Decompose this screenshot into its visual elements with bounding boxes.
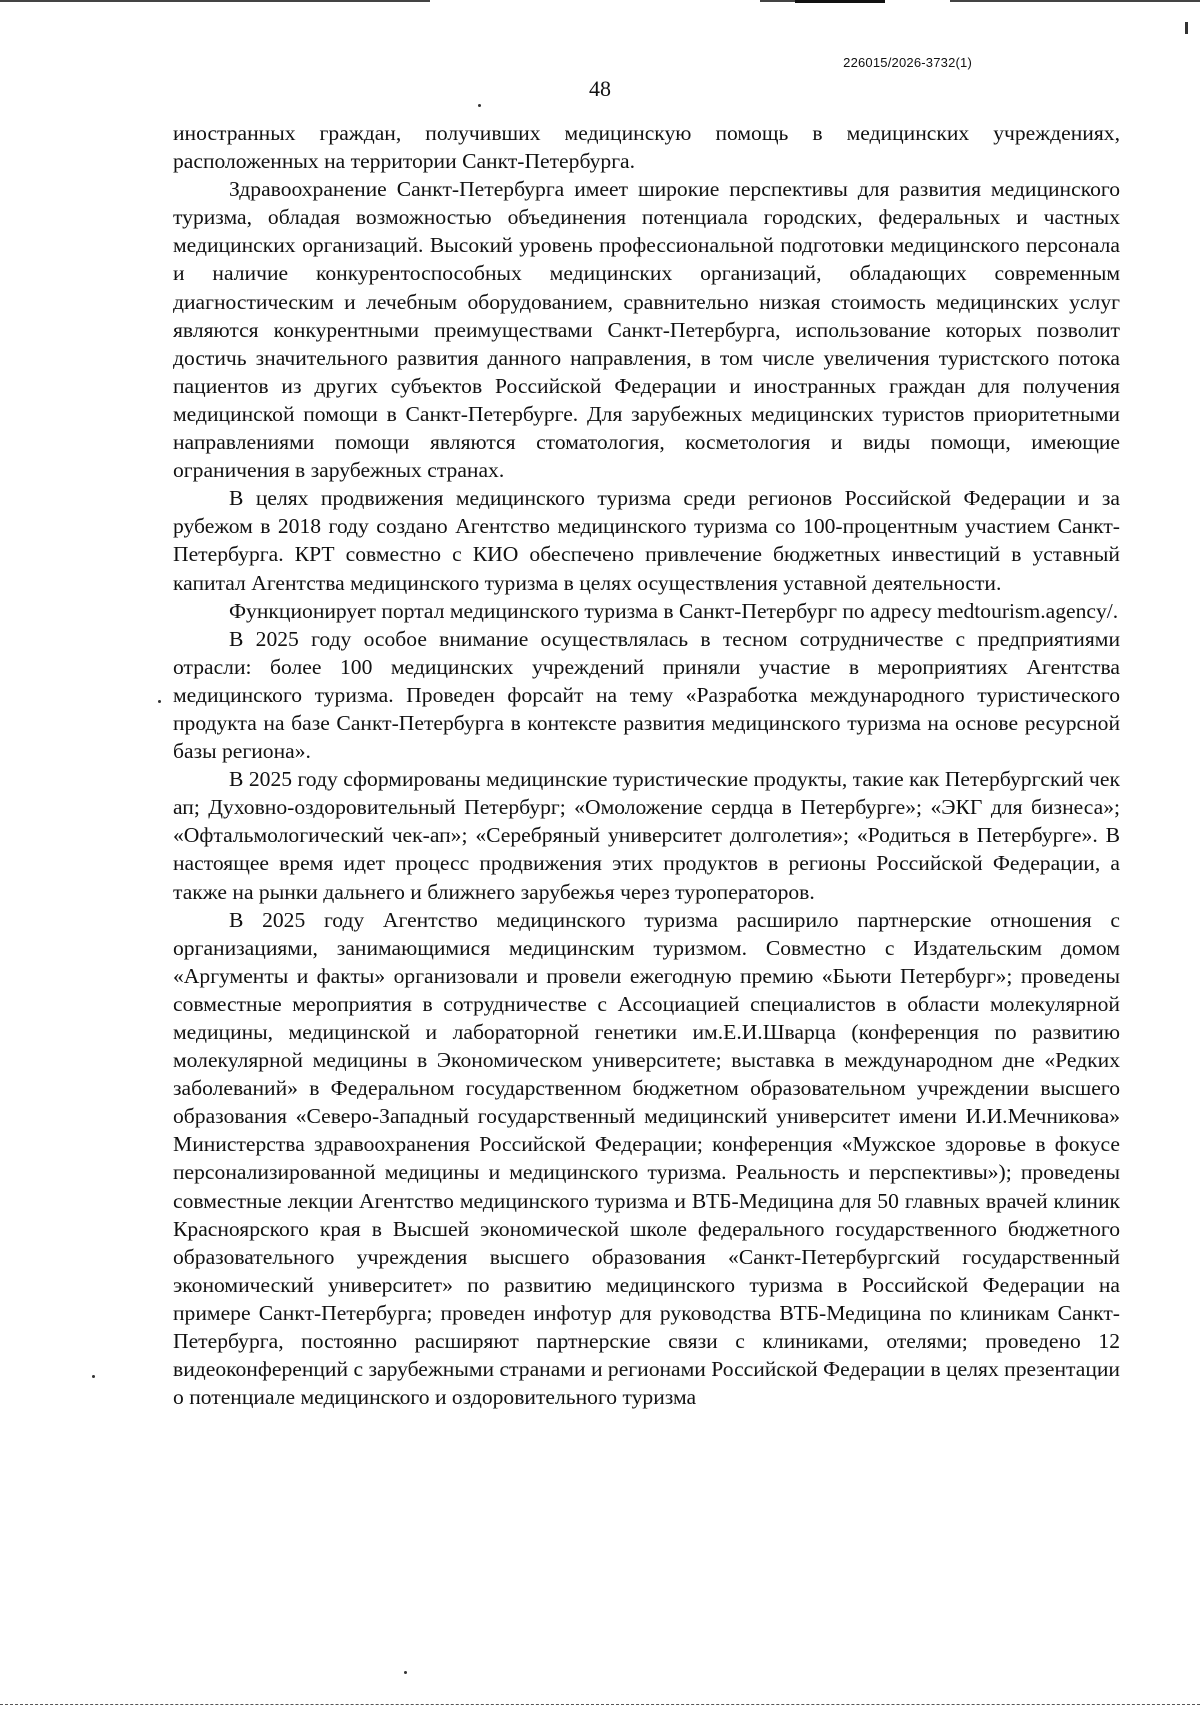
- paragraph-portal: Функционирует портал медицинского туризма в Санкт-Петербург по адресу medtourism.agency/.: [229, 598, 1119, 623]
- paragraph-healthcare-perspectives: Здравоохранение Санкт-Петербурга имеет широкие перспективы для развития медицинского туризма, обладая возможностью объединения потенциала городских, федеральных и частных медицинских организаций. Высокий уровень профессиональной подготовки медицинского персонала и наличие конкурентоспособных медицинских организаций, обладающих современным диагностическим и лечебным оборудованием, сравнительно низкая стоимость медицинских услуг являются конкурентными преимуществами Санкт-Петербурга, использование которых позволит достичь значительного развития данного направления, в том числе увеличения туристского потока пациентов из других субъектов Российской Федерации и иностранных граждан для получения медицинской помощи в Санкт-Петербурге. Для зарубежных медицинских туристов приоритетными направлениями помощи являются стоматология, косметология и виды помощи, имеющие ограничения в зарубежных странах.: [173, 177, 1120, 483]
- scan-speck: [404, 1671, 407, 1674]
- page-number: 48: [589, 76, 611, 101]
- paragraph-agency-creation: В целях продвижения медицинского туризма среди регионов Российской Федерации и за рубежом в 2018 году создано Агентство медицинского туризма со 100-процентным участием Санкт-Петербурга. КРТ совместно с КИО обеспечено привлечение бюджетных инвестиций в уставный капитал Агентства медицинского туризма в целях осуществления уставной деятельности.: [173, 486, 1120, 595]
- paragraph-2025-partnerships: В 2025 году Агентство медицинского туризма расширило партнерские отношения с организациями, занимающимися медицинским туризмом. Совместно с Издательским домом «Аргументы и факты» организовали и провели ежегодную премию «Бьюти Петербург»; проведены совместные мероприятия в сотрудничестве с Ассоциацией специалистов в области молекулярной медицины, медицинской и лабораторной генетики им.Е.И.Шварца (конференция по развитию молекулярной медицины в Экономическом университете; выставка в международном дне «Редких заболеваний» в Федеральном государственном бюджетном образовательном учреждении высшего образования «Северо-Западный государственный медицинский университет имени И.И.Мечникова» Министерства здравоохранения Российской Федерации; конференция «Мужское здоровье в фокусе персонализированной медицины и медицинского туризма. Реальность и перспективы»); проведены совместные лекции Агентство медицинского туризма и ВТБ-Медицина для 50 главных врачей клиник Красноярского края в Высшей экономической школе федерального государственного бюджетного образовательного учреждения высшего образования «Санкт-Петербургский государственный экономический университет» по развитию медицинского туризма в Российской Федерации на примере Санкт-Петербурга; проведен инфотур для руководства ВТБ-Медицина по клиникам Санкт-Петербурга, постоянно расширяют партнерские связи с клиниками, отелями; проведено 12 видеоконференций с зарубежными странами и регионами Российской Федерации в целях презентации о потенциале медицинского и оздоровительного туризма: [173, 907, 1120, 1410]
- paragraph-2025-cooperation: В 2025 году особое внимание осуществлялась в тесном сотрудничестве с предприятиями отрасли: более 100 медицинских учреждений приняли участие в мероприятиях Агентства медицинского туризма. Проведен форсайт на тему «Разработка международного туристического продукта на базе Санкт-Петербурга в контексте развития медицинского туризма на основе ресурсной базы региона».: [173, 626, 1120, 764]
- scan-mark: [1185, 22, 1188, 34]
- document-registration-number: 226015/2026-3732(1): [843, 55, 972, 70]
- paragraph-continuation: иностранных граждан, получивших медицинскую помощь в медицинских учреждениях, расположенных на территории Санкт-Петербурга.: [173, 121, 1120, 174]
- scan-speck: [158, 700, 161, 703]
- scan-speck: [92, 1375, 95, 1378]
- scan-edge-bottom: [0, 1704, 1200, 1705]
- scan-edge-top: [0, 0, 1200, 2]
- document-body: [173, 119, 1120, 1411]
- scan-speck: [478, 104, 481, 107]
- paragraph-2025-products: В 2025 году сформированы медицинские туристические продукты, такие как Петербургский чек ап; Духовно-оздоровительный Петербург; «Омоложение сердца в Петербурге»; «ЭКГ для бизнеса»; «Офтальмологический чек-ап»; «Серебряный университет долголетия»; «Родиться в Петербурге». В настоящее время идет процесс продвижения этих продуктов в регионы Российской Федерации, а также на рынки дальнего и ближнего зарубежья через туроператоров.: [173, 767, 1120, 904]
